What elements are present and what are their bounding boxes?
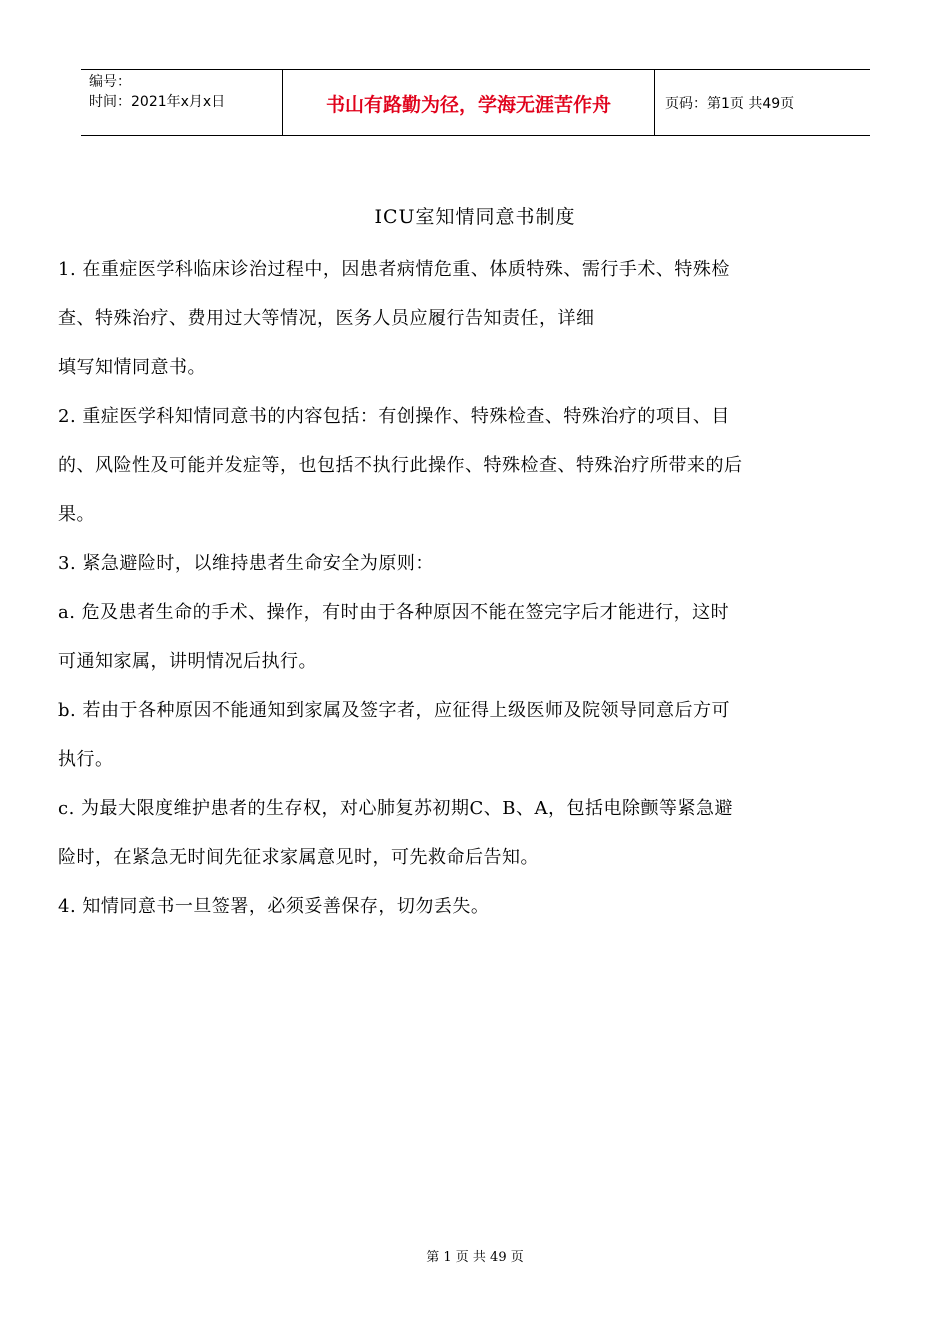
document-number-label: 编号： (89, 74, 131, 90)
header-page-cell (655, 70, 870, 136)
body-line: 执行。 (58, 749, 114, 770)
body-line: 4. 知情同意书一旦签署，必须妥善保存，切勿丢失。 (58, 896, 490, 917)
body-line: 1. 在重症医学科临床诊治过程中，因患者病情危重、体质特殊、需行手术、特殊检 (58, 259, 730, 280)
body-line: a. 危及患者生命的手术、操作，有时由于各种原因不能在签完字后才能进行，这时 (58, 602, 730, 623)
header-motto-cell (282, 70, 655, 136)
header-page-info: 页码：第1页 共49页 (665, 96, 795, 112)
body-line: 填写知情同意书。 (58, 357, 206, 378)
body-line: c. 为最大限度维护患者的生存权，对心肺复苏初期C、B、A，包括电除颤等紧急避 (58, 798, 734, 819)
body-line: 果。 (58, 504, 95, 525)
header-motto: 书山有路勤为径，学海无涯苦作舟 (325, 93, 611, 116)
body-line: 查、特殊治疗、费用过大等情况，医务人员应履行告知责任，详细 (58, 308, 595, 329)
page-footer: 第 1 页 共 49 页 (426, 1250, 524, 1265)
body-line: b. 若由于各种原因不能通知到家属及签字者，应征得上级医师及院领导同意后方可 (58, 700, 730, 721)
body-line: 3. 紧急避险时，以维持患者生命安全为原则： (58, 553, 434, 574)
body-line: 2. 重症医学科知情同意书的内容包括：有创操作、特殊检查、特殊治疗的项目、目 (58, 406, 730, 427)
body-line: 可通知家属，讲明情况后执行。 (58, 651, 317, 672)
document-time-label: 时间：2021年x月x日 (89, 94, 226, 110)
header-meta-cell (81, 70, 282, 136)
document-title: ICU室知情同意书制度 (374, 206, 576, 228)
body-line: 的、风险性及可能并发症等，也包括不执行此操作、特殊检查、特殊治疗所带来的后 (58, 455, 743, 476)
page-header (81, 69, 870, 136)
body-line: 险时，在紧急无时间先征求家属意见时，可先救命后告知。 (58, 847, 539, 868)
document-body (58, 245, 888, 931)
